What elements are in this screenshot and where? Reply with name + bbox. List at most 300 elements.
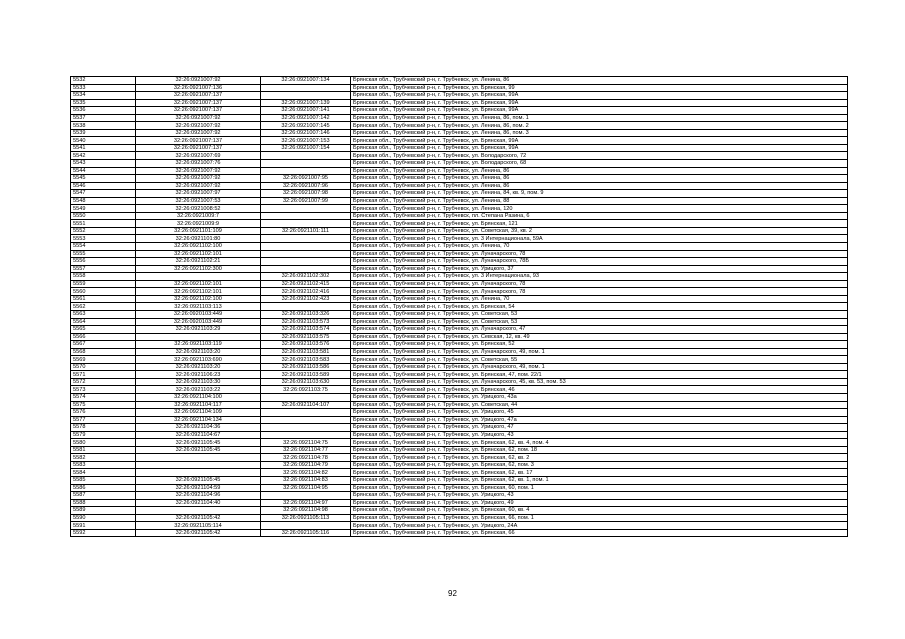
- row-number-cell: 5568: [71, 348, 136, 356]
- land-cadastral-number-cell: 32:26:0921007:92: [136, 175, 261, 183]
- object-cadastral-number-cell: 32:26:0921102:415: [261, 280, 351, 288]
- land-cadastral-number-cell: 32:26:0921104:36: [136, 424, 261, 432]
- table-row: [71, 288, 848, 296]
- object-cadastral-number-cell: [261, 220, 351, 228]
- address-cell: Брянская обл., Трубчевский р-н, г. Трубчевск, ул. Брянская, 62, кв. 2: [351, 454, 848, 462]
- table-row: [71, 469, 848, 477]
- table-row: [71, 522, 848, 530]
- row-number-cell: 5541: [71, 144, 136, 152]
- row-number-cell: 5548: [71, 197, 136, 205]
- address-cell: Брянская обл., Трубчевский р-н, г. Трубчевск, ул. Брянская, 60, пом. 1: [351, 484, 848, 492]
- object-cadastral-number-cell: 32:26:0921007:139: [261, 99, 351, 107]
- address-cell: Брянская обл., Трубчевский р-н, г. Трубчевск, ул. Луначарского, 49, пом. 1: [351, 348, 848, 356]
- land-cadastral-number-cell: 32:26:0921007:92: [136, 122, 261, 130]
- row-number-cell: 5540: [71, 137, 136, 145]
- land-cadastral-number-cell: 32:26:0921007:137: [136, 92, 261, 100]
- address-cell: Брянская обл., Трубчевский р-н, г. Трубчевск, ул. Урицкого, 43: [351, 431, 848, 439]
- object-cadastral-number-cell: 32:26:0921103:583: [261, 356, 351, 364]
- address-cell: Брянская обл., Трубчевский р-н, г. Трубчевск, ул. Брянская, 47, пом. 22/1: [351, 371, 848, 379]
- table-row: [71, 265, 848, 273]
- table-row: [71, 424, 848, 432]
- object-cadastral-number-cell: 32:26:0921103:574: [261, 326, 351, 334]
- address-cell: Брянская обл., Трубчевский р-н, г. Трубчевск, ул. Ленина, 120: [351, 205, 848, 213]
- land-cadastral-number-cell: 32:26:0921103:29: [136, 326, 261, 334]
- address-cell: Брянская обл., Трубчевский р-н, г. Трубчевск, ул. Урицкого, 45: [351, 409, 848, 417]
- table-row: [71, 348, 848, 356]
- object-cadastral-number-cell: 32:26:0921102:423: [261, 295, 351, 303]
- table-row: [71, 99, 848, 107]
- object-cadastral-number-cell: [261, 84, 351, 92]
- address-cell: Брянская обл., Трубчевский р-н, г. Трубчевск, ул. Урицкого, 37: [351, 265, 848, 273]
- land-cadastral-number-cell: 32:26:0921105:45: [136, 446, 261, 454]
- object-cadastral-number-cell: 32:26:0921102:416: [261, 288, 351, 296]
- table-row: [71, 529, 848, 537]
- address-cell: Брянская обл., Трубчевский р-н, г. Трубчевск, ул. Брянская, 62, кв. 17: [351, 469, 848, 477]
- land-cadastral-number-cell: 32:26:0921101:80: [136, 235, 261, 243]
- object-cadastral-number-cell: [261, 212, 351, 220]
- address-cell: Брянская обл., Трубчевский р-н, г. Трубчевск, ул. Советская, 53: [351, 318, 848, 326]
- land-cadastral-number-cell: 32:26:0921007:137: [136, 107, 261, 115]
- table-row: [71, 258, 848, 266]
- land-cadastral-number-cell: 32:26:0921008:52: [136, 205, 261, 213]
- land-cadastral-number-cell: 32:26:0921106:23: [136, 371, 261, 379]
- table-row: [71, 250, 848, 258]
- table-row: [71, 197, 848, 205]
- land-cadastral-number-cell: [136, 469, 261, 477]
- address-cell: Брянская обл., Трубчевский р-н, г. Трубчевск, ул. Ленина, 86, пом. 2: [351, 122, 848, 130]
- address-cell: Брянская обл., Трубчевский р-н, г. Трубчевск, ул. Брянская, 121: [351, 220, 848, 228]
- address-cell: Брянская обл., Трубчевский р-н, г. Трубчевск, ул. Ленина, 70: [351, 243, 848, 251]
- land-cadastral-number-cell: [136, 454, 261, 462]
- table-row: [71, 227, 848, 235]
- object-cadastral-number-cell: [261, 258, 351, 266]
- address-cell: Брянская обл., Трубчевский р-н, г. Трубчевск, ул. Брянская, 62, пом. 3: [351, 461, 848, 469]
- address-cell: Брянская обл., Трубчевский р-н, г. Трубчевск, ул. Ленина, 86: [351, 175, 848, 183]
- object-cadastral-number-cell: 32:26:0921104:82: [261, 469, 351, 477]
- table-row: [71, 378, 848, 386]
- row-number-cell: 5537: [71, 114, 136, 122]
- object-cadastral-number-cell: 32:26:0921007:146: [261, 129, 351, 137]
- table-row: [71, 461, 848, 469]
- table-row: [71, 280, 848, 288]
- row-number-cell: 5547: [71, 190, 136, 198]
- object-cadastral-number-cell: 32:26:0921105:116: [261, 529, 351, 537]
- row-number-cell: 5570: [71, 363, 136, 371]
- table-row: [71, 137, 848, 145]
- address-cell: Брянская обл., Трубчевский р-н, г. Трубчевск, ул. Брянская, 99А: [351, 92, 848, 100]
- object-cadastral-number-cell: 32:26:0921007:134: [261, 77, 351, 85]
- object-cadastral-number-cell: 32:26:0921104:107: [261, 401, 351, 409]
- row-number-cell: 5590: [71, 514, 136, 522]
- object-cadastral-number-cell: [261, 160, 351, 168]
- object-cadastral-number-cell: 32:26:0921104:79: [261, 461, 351, 469]
- table-row: [71, 220, 848, 228]
- row-number-cell: 5546: [71, 182, 136, 190]
- table-row: [71, 122, 848, 130]
- address-cell: Брянская обл., Трубчевский р-н, г. Трубчевск, ул. Луначарского, 78: [351, 288, 848, 296]
- address-cell: Брянская обл., Трубчевский р-н, г. Трубчевск, ул. Брянская, 46: [351, 386, 848, 394]
- table-row: [71, 431, 848, 439]
- object-cadastral-number-cell: 32:26:0921102:302: [261, 273, 351, 281]
- address-cell: Брянская обл., Трубчевский р-н, г. Трубчевск, ул. Брянская, 54: [351, 303, 848, 311]
- land-cadastral-number-cell: 32:26:0921104:59: [136, 484, 261, 492]
- land-cadastral-number-cell: 32:26:0921007:137: [136, 137, 261, 145]
- land-cadastral-number-cell: 32:26:0921103:20: [136, 363, 261, 371]
- table-row: [71, 310, 848, 318]
- row-number-cell: 5581: [71, 446, 136, 454]
- object-cadastral-number-cell: 32:26:0921103:575: [261, 333, 351, 341]
- object-cadastral-number-cell: 32:26:0921104:77: [261, 446, 351, 454]
- object-cadastral-number-cell: [261, 431, 351, 439]
- table-row: [71, 409, 848, 417]
- row-number-cell: 5562: [71, 303, 136, 311]
- address-cell: Брянская обл., Трубчевский р-н, г. Трубчевск, ул. Советская, 39, кв. 2: [351, 227, 848, 235]
- address-cell: Брянская обл., Трубчевский р-н, г. Трубчевск, ул. Луначарского, 49, пом. 1: [351, 363, 848, 371]
- land-cadastral-number-cell: 32:26:0921007:92: [136, 182, 261, 190]
- object-cadastral-number-cell: [261, 92, 351, 100]
- object-cadastral-number-cell: [261, 235, 351, 243]
- address-cell: Брянская обл., Трубчевский р-н, г. Трубчевск, ул. Брянская, 62, пом. 18: [351, 446, 848, 454]
- table-row: [71, 507, 848, 515]
- table-row: [71, 401, 848, 409]
- object-cadastral-number-cell: [261, 416, 351, 424]
- object-cadastral-number-cell: [261, 409, 351, 417]
- table-row: [71, 446, 848, 454]
- registry-table-body: [71, 77, 848, 537]
- object-cadastral-number-cell: 32:26:0921103:586: [261, 363, 351, 371]
- address-cell: Брянская обл., Трубчевский р-н, г. Трубчевск, ул. Ленина, 86: [351, 182, 848, 190]
- row-number-cell: 5560: [71, 288, 136, 296]
- row-number-cell: 5572: [71, 378, 136, 386]
- table-row: [71, 295, 848, 303]
- table-row: [71, 243, 848, 251]
- row-number-cell: 5564: [71, 318, 136, 326]
- address-cell: Брянская обл., Трубчевский р-н, г. Трубчевск, ул. 3 Интернационала, 93: [351, 273, 848, 281]
- table-row: [71, 386, 848, 394]
- land-cadastral-number-cell: 32:26:0921007:92: [136, 114, 261, 122]
- row-number-cell: 5578: [71, 424, 136, 432]
- address-cell: Брянская обл., Трубчевский р-н, г. Трубчевск, ул. Урицкого, 47: [351, 424, 848, 432]
- land-cadastral-number-cell: 32:26:0921105:42: [136, 529, 261, 537]
- table-row: [71, 439, 848, 447]
- land-cadastral-number-cell: 32:26:0921007:137: [136, 99, 261, 107]
- table-row: [71, 303, 848, 311]
- row-number-cell: 5566: [71, 333, 136, 341]
- row-number-cell: 5542: [71, 152, 136, 160]
- address-cell: Брянская обл., Трубчевский р-н, г. Трубчевск, ул. Ленина, 70: [351, 295, 848, 303]
- land-cadastral-number-cell: 32:26:0921105:114: [136, 522, 261, 530]
- object-cadastral-number-cell: 32:26:0921104:98: [261, 507, 351, 515]
- land-cadastral-number-cell: 32:26:0921105:45: [136, 439, 261, 447]
- table-row: [71, 492, 848, 500]
- row-number-cell: 5586: [71, 484, 136, 492]
- object-cadastral-number-cell: 32:26:0921104:97: [261, 499, 351, 507]
- address-cell: Брянская обл., Трубчевский р-н, г. Трубчевск, ул. Брянская, 52: [351, 341, 848, 349]
- row-number-cell: 5589: [71, 507, 136, 515]
- row-number-cell: 5579: [71, 431, 136, 439]
- land-cadastral-number-cell: 32:26:0921102:300: [136, 265, 261, 273]
- land-cadastral-number-cell: 32:26:0921105:42: [136, 514, 261, 522]
- address-cell: Брянская обл., Трубчевский р-н, г. Трубчевск, ул. Советская, 55: [351, 356, 848, 364]
- object-cadastral-number-cell: 32:26:0921103:326: [261, 310, 351, 318]
- address-cell: Брянская обл., Трубчевский р-н, г. Трубчевск, ул. Брянская, 99А: [351, 99, 848, 107]
- object-cadastral-number-cell: 32:26:0921103:589: [261, 371, 351, 379]
- object-cadastral-number-cell: [261, 424, 351, 432]
- land-cadastral-number-cell: 32:26:0921007:97: [136, 190, 261, 198]
- address-cell: Брянская обл., Трубчевский р-н, г. Трубчевск, ул. Севская, 12, кв. 49: [351, 333, 848, 341]
- land-cadastral-number-cell: 32:26:0921102:21: [136, 258, 261, 266]
- land-cadastral-number-cell: 32:26:0921007:136: [136, 84, 261, 92]
- table-row: [71, 235, 848, 243]
- address-cell: Брянская обл., Трубчевский р-н, г. Трубчевск, ул. Луначарского, 78: [351, 280, 848, 288]
- object-cadastral-number-cell: 32:26:0921104:75: [261, 439, 351, 447]
- table-row: [71, 484, 848, 492]
- land-cadastral-number-cell: 32:26:0921102:101: [136, 250, 261, 258]
- land-cadastral-number-cell: 32:26:0921007:76: [136, 160, 261, 168]
- address-cell: Брянская обл., Трубчевский р-н, г. Трубчевск, ул. Брянская, 66: [351, 529, 848, 537]
- row-number-cell: 5592: [71, 529, 136, 537]
- row-number-cell: 5569: [71, 356, 136, 364]
- address-cell: Брянская обл., Трубчевский р-н, г. Трубчевск, ул. Советская, 44: [351, 401, 848, 409]
- land-cadastral-number-cell: 32:26:0921102:101: [136, 280, 261, 288]
- table-row: [71, 167, 848, 175]
- table-row: [71, 84, 848, 92]
- object-cadastral-number-cell: 32:26:0921007:145: [261, 122, 351, 130]
- land-cadastral-number-cell: 32:26:0921104:40: [136, 499, 261, 507]
- object-cadastral-number-cell: [261, 250, 351, 258]
- row-number-cell: 5582: [71, 454, 136, 462]
- address-cell: Брянская обл., Трубчевский р-н, г. Трубчевск, ул. Луначарского, 47: [351, 326, 848, 334]
- object-cadastral-number-cell: 32:26:0921104:95: [261, 484, 351, 492]
- address-cell: Брянская обл., Трубчевский р-н, г. Трубчевск, ул. Брянская, 62, кв. 4, пом. 4: [351, 439, 848, 447]
- table-row: [71, 363, 848, 371]
- address-cell: Брянская обл., Трубчевский р-н, г. Трубчевск, ул. Урицкого, 24А: [351, 522, 848, 530]
- address-cell: Брянская обл., Трубчевский р-н, г. Трубчевск, ул. Ленина, 86: [351, 167, 848, 175]
- land-cadastral-number-cell: 32:26:0921007:92: [136, 129, 261, 137]
- object-cadastral-number-cell: [261, 205, 351, 213]
- object-cadastral-number-cell: 32:26:0921007:99: [261, 197, 351, 205]
- row-number-cell: 5532: [71, 77, 136, 85]
- row-number-cell: 5585: [71, 476, 136, 484]
- object-cadastral-number-cell: 32:26:0921007:96: [261, 182, 351, 190]
- land-cadastral-number-cell: 32:26:0921102:100: [136, 243, 261, 251]
- row-number-cell: 5538: [71, 122, 136, 130]
- row-number-cell: 5550: [71, 212, 136, 220]
- row-number-cell: 5587: [71, 492, 136, 500]
- object-cadastral-number-cell: 32:26:0921007:153: [261, 137, 351, 145]
- address-cell: Брянская обл., Трубчевский р-н, г. Трубчевск, ул. Луначарского, 45, кв. 53, пом. 53: [351, 378, 848, 386]
- row-number-cell: 5533: [71, 84, 136, 92]
- object-cadastral-number-cell: [261, 522, 351, 530]
- table-row: [71, 175, 848, 183]
- address-cell: Брянская обл., Трубчевский р-н, г. Трубчевск, ул. Володарского, 72: [351, 152, 848, 160]
- land-cadastral-number-cell: 32:26:0921009:9: [136, 220, 261, 228]
- table-row: [71, 454, 848, 462]
- land-cadastral-number-cell: 32:26:0921007:92: [136, 77, 261, 85]
- land-cadastral-number-cell: 32:26:0921104:134: [136, 416, 261, 424]
- land-cadastral-number-cell: 32:26:0921101:109: [136, 227, 261, 235]
- object-cadastral-number-cell: 32:26:0921103:576: [261, 341, 351, 349]
- address-cell: Брянская обл., Трубчевский р-н, г. Трубчевск, ул. Урицкого, 47а: [351, 416, 848, 424]
- land-cadastral-number-cell: 32:26:0921104:117: [136, 401, 261, 409]
- land-cadastral-number-cell: 32:26:0921007:137: [136, 144, 261, 152]
- row-number-cell: 5571: [71, 371, 136, 379]
- table-row: [71, 476, 848, 484]
- object-cadastral-number-cell: 32:26:0921007:98: [261, 190, 351, 198]
- land-cadastral-number-cell: 32:26:0921103:113: [136, 303, 261, 311]
- table-row: [71, 152, 848, 160]
- land-cadastral-number-cell: 32:26:0921104:100: [136, 393, 261, 401]
- object-cadastral-number-cell: 32:26:0921007:95: [261, 175, 351, 183]
- address-cell: Брянская обл., Трубчевский р-н, г. Трубчевск, ул. Ленина, 86: [351, 77, 848, 85]
- table-row: [71, 499, 848, 507]
- row-number-cell: 5591: [71, 522, 136, 530]
- table-row: [71, 160, 848, 168]
- table-row: [71, 182, 848, 190]
- object-cadastral-number-cell: 32:26:0921103:75: [261, 386, 351, 394]
- row-number-cell: 5555: [71, 250, 136, 258]
- address-cell: Брянская обл., Трубчевский р-н, г. Трубчевск, ул. Советская, 53: [351, 310, 848, 318]
- table-row: [71, 190, 848, 198]
- address-cell: Брянская обл., Трубчевский р-н, г. Трубчевск, ул. Брянская, 99А: [351, 137, 848, 145]
- land-cadastral-number-cell: [136, 507, 261, 515]
- land-cadastral-number-cell: 32:26:0921102:100: [136, 295, 261, 303]
- object-cadastral-number-cell: [261, 303, 351, 311]
- object-cadastral-number-cell: 32:26:0921104:78: [261, 454, 351, 462]
- table-row: [71, 273, 848, 281]
- land-cadastral-number-cell: [136, 461, 261, 469]
- row-number-cell: 5543: [71, 160, 136, 168]
- row-number-cell: 5576: [71, 409, 136, 417]
- land-cadastral-number-cell: 32:26:0921009:7: [136, 212, 261, 220]
- address-cell: Брянская обл., Трубчевский р-н, г. Трубчевск, ул. Ленина, 84, кв. 9, пом. 9: [351, 190, 848, 198]
- address-cell: Брянская обл., Трубчевский р-н, г. Трубчевск, ул. 3 Интернационала, 59А: [351, 235, 848, 243]
- row-number-cell: 5544: [71, 167, 136, 175]
- row-number-cell: 5559: [71, 280, 136, 288]
- land-cadastral-number-cell: 32:26:0921104:96: [136, 492, 261, 500]
- registry-table: [70, 76, 848, 537]
- object-cadastral-number-cell: 32:26:0921007:142: [261, 114, 351, 122]
- land-cadastral-number-cell: 32:26:0921007:69: [136, 152, 261, 160]
- address-cell: Брянская обл., Трубчевский р-н, г. Трубчевск, ул. Урицкого, 43: [351, 492, 848, 500]
- land-cadastral-number-cell: 32:26:0921105:45: [136, 476, 261, 484]
- land-cadastral-number-cell: 32:26:0920103:449: [136, 318, 261, 326]
- object-cadastral-number-cell: [261, 152, 351, 160]
- row-number-cell: 5536: [71, 107, 136, 115]
- row-number-cell: 5551: [71, 220, 136, 228]
- row-number-cell: 5561: [71, 295, 136, 303]
- table-row: [71, 77, 848, 85]
- row-number-cell: 5574: [71, 393, 136, 401]
- table-row: [71, 416, 848, 424]
- table-row: [71, 114, 848, 122]
- table-row: [71, 212, 848, 220]
- row-number-cell: 5545: [71, 175, 136, 183]
- address-cell: Брянская обл., Трубчевский р-н, г. Трубчевск, ул. Урицкого, 43а: [351, 393, 848, 401]
- row-number-cell: 5575: [71, 401, 136, 409]
- row-number-cell: 5557: [71, 265, 136, 273]
- land-cadastral-number-cell: 32:26:0921103:690: [136, 356, 261, 364]
- row-number-cell: 5580: [71, 439, 136, 447]
- address-cell: Брянская обл., Трубчевский р-н, г. Трубчевск, ул. Ленина, 86, пом. 1: [351, 114, 848, 122]
- table-row: [71, 205, 848, 213]
- table-row: [71, 514, 848, 522]
- land-cadastral-number-cell: 32:26:0921103:119: [136, 341, 261, 349]
- row-number-cell: 5563: [71, 310, 136, 318]
- object-cadastral-number-cell: 32:26:0921105:113: [261, 514, 351, 522]
- land-cadastral-number-cell: 32:26:0921103:30: [136, 378, 261, 386]
- row-number-cell: 5567: [71, 341, 136, 349]
- address-cell: Брянская обл., Трубчевский р-н, г. Трубчевск, ул. Ленина, 88: [351, 197, 848, 205]
- page-number: 92: [448, 589, 457, 598]
- row-number-cell: 5588: [71, 499, 136, 507]
- row-number-cell: 5549: [71, 205, 136, 213]
- address-cell: Брянская обл., Трубчевский р-н, г. Трубчевск, ул. Ленина, 86, пом. 3: [351, 129, 848, 137]
- row-number-cell: 5584: [71, 469, 136, 477]
- row-number-cell: 5556: [71, 258, 136, 266]
- row-number-cell: 5565: [71, 326, 136, 334]
- address-cell: Брянская обл., Трубчевский р-н, г. Трубчевск, ул. Володарского, 68: [351, 160, 848, 168]
- table-row: [71, 371, 848, 379]
- address-cell: Брянская обл., Трубчевский р-н, г. Трубчевск, пл. Степана Разина, 6: [351, 212, 848, 220]
- address-cell: Брянская обл., Трубчевский р-н, г. Трубчевск, ул. Брянская, 99: [351, 84, 848, 92]
- address-cell: Брянская обл., Трубчевский р-н, г. Трубчевск, ул. Луначарского, 78Б: [351, 258, 848, 266]
- table-row: [71, 144, 848, 152]
- row-number-cell: 5577: [71, 416, 136, 424]
- land-cadastral-number-cell: 32:26:0921103:22: [136, 386, 261, 394]
- object-cadastral-number-cell: 32:26:0921103:581: [261, 348, 351, 356]
- row-number-cell: 5553: [71, 235, 136, 243]
- object-cadastral-number-cell: [261, 265, 351, 273]
- address-cell: Брянская обл., Трубчевский р-н, г. Трубчевск, ул. Брянская, 99А: [351, 144, 848, 152]
- land-cadastral-number-cell: 32:26:0920103:449: [136, 310, 261, 318]
- row-number-cell: 5552: [71, 227, 136, 235]
- table-row: [71, 356, 848, 364]
- object-cadastral-number-cell: [261, 167, 351, 175]
- object-cadastral-number-cell: 32:26:0921007:141: [261, 107, 351, 115]
- table-row: [71, 107, 848, 115]
- row-number-cell: 5558: [71, 273, 136, 281]
- row-number-cell: 5535: [71, 99, 136, 107]
- object-cadastral-number-cell: 32:26:0921104:83: [261, 476, 351, 484]
- table-row: [71, 92, 848, 100]
- row-number-cell: 5534: [71, 92, 136, 100]
- object-cadastral-number-cell: [261, 243, 351, 251]
- address-cell: Брянская обл., Трубчевский р-н, г. Трубчевск, ул. Брянская, 99А: [351, 107, 848, 115]
- object-cadastral-number-cell: [261, 492, 351, 500]
- row-number-cell: 5583: [71, 461, 136, 469]
- land-cadastral-number-cell: 32:26:0921102:101: [136, 288, 261, 296]
- address-cell: Брянская обл., Трубчевский р-н, г. Трубчевск, ул. Урицкого, 49: [351, 499, 848, 507]
- table-row: [71, 318, 848, 326]
- table-row: [71, 326, 848, 334]
- row-number-cell: 5539: [71, 129, 136, 137]
- object-cadastral-number-cell: 32:26:0921103:630: [261, 378, 351, 386]
- land-cadastral-number-cell: 32:26:0921103:20: [136, 348, 261, 356]
- address-cell: Брянская обл., Трубчевский р-н, г. Трубчевск, ул. Луначарского, 78: [351, 250, 848, 258]
- row-number-cell: 5573: [71, 386, 136, 394]
- land-cadastral-number-cell: 32:26:0921007:92: [136, 167, 261, 175]
- land-cadastral-number-cell: [136, 273, 261, 281]
- land-cadastral-number-cell: 32:26:0921104:109: [136, 409, 261, 417]
- land-cadastral-number-cell: 32:26:0921007:53: [136, 197, 261, 205]
- land-cadastral-number-cell: [136, 333, 261, 341]
- object-cadastral-number-cell: 32:26:0921103:573: [261, 318, 351, 326]
- object-cadastral-number-cell: [261, 393, 351, 401]
- table-row: [71, 333, 848, 341]
- object-cadastral-number-cell: 32:26:0921101:111: [261, 227, 351, 235]
- table-row: [71, 341, 848, 349]
